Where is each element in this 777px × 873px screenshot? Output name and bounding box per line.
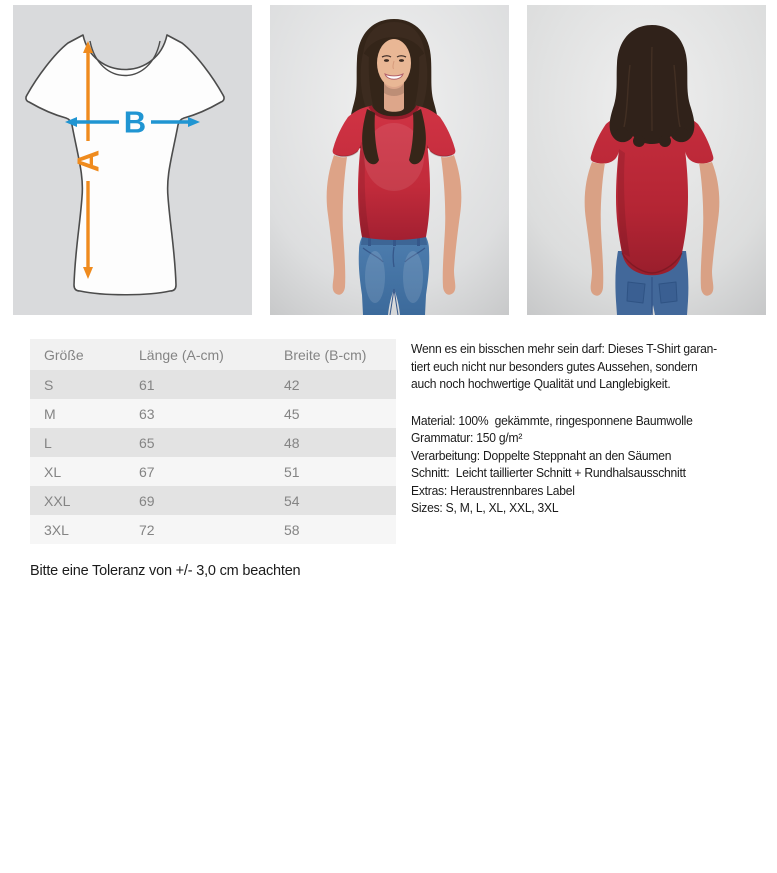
table-row — [30, 399, 396, 428]
measure-label-a: A — [70, 149, 106, 173]
jeans-highlight — [365, 251, 385, 303]
width-cell: 54 — [283, 486, 396, 515]
length-cell: 72 — [138, 515, 283, 544]
table-row — [30, 428, 396, 457]
length-cell: 61 — [138, 370, 283, 399]
description-line: tiert euch nicht nur besonders gutes Aussehen, sondern — [411, 358, 698, 374]
model-front-photo — [270, 5, 509, 315]
width-cell: 51 — [283, 457, 396, 486]
length-cell: 67 — [138, 457, 283, 486]
size-cell: S — [30, 370, 138, 399]
size-cell: XL — [30, 457, 138, 486]
description-line: Wenn es ein bisschen mehr sein darf: Dieses T-Shirt garan- — [411, 341, 717, 356]
col-header-width: Breite (B-cm) — [283, 339, 396, 370]
spec-sizes: Sizes: S, M, L, XL, XXL, 3XL — [411, 500, 559, 515]
description-line: auch noch hochwertige Qualität und Langlebigkeit. — [411, 376, 671, 391]
col-header-size: Größe — [30, 339, 138, 370]
size-diagram — [13, 5, 252, 315]
table-row — [30, 370, 396, 399]
table-row — [30, 457, 396, 486]
size-cell: 3XL — [30, 515, 138, 544]
spec-paragraph — [411, 412, 746, 517]
col-header-length: Länge (A-cm) — [138, 339, 283, 370]
spec-workmanship: Verarbeitung: Doppelte Steppnaht an den Säumen — [411, 447, 672, 463]
jeans-highlight — [403, 251, 423, 303]
length-cell: 65 — [138, 428, 283, 457]
tolerance-note: Bitte eine Toleranz von +/- 3,0 cm beachten — [30, 562, 301, 579]
table-row — [30, 486, 396, 515]
size-cell: XXL — [30, 486, 138, 515]
model-back-photo — [527, 5, 766, 315]
width-cell: 45 — [283, 399, 396, 428]
hair-back-view — [610, 25, 695, 147]
length-cell: 69 — [138, 486, 283, 515]
length-cell: 63 — [138, 399, 283, 428]
spec-extras: Extras: Heraustrennbares Label — [411, 482, 575, 498]
size-diagram-image — [13, 5, 252, 315]
spec-cut: Schnitt: Leicht taillierter Schnitt + Rundhalsausschnitt — [411, 465, 686, 480]
size-cell: M — [30, 399, 138, 428]
table-row — [30, 515, 396, 544]
spec-grammage: Grammatur: 150 g/m² — [411, 430, 523, 445]
measure-label-b: B — [123, 104, 147, 140]
width-cell: 42 — [283, 370, 396, 399]
product-description — [411, 340, 746, 517]
intro-paragraph — [411, 340, 746, 393]
spec-material: Material: 100% gekämmte, ringesponnene Baumwolle — [411, 412, 693, 428]
back-pocket-right — [659, 282, 677, 303]
eye-right — [399, 59, 404, 62]
size-table — [30, 339, 396, 544]
model-front-illustration — [270, 5, 509, 315]
width-cell: 48 — [283, 428, 396, 457]
size-cell: L — [30, 428, 138, 457]
width-cell: 58 — [283, 515, 396, 544]
back-pocket-left — [627, 282, 645, 303]
model-back-illustration — [527, 5, 766, 315]
eye-left — [384, 59, 389, 62]
size-table-header-row — [30, 339, 396, 370]
